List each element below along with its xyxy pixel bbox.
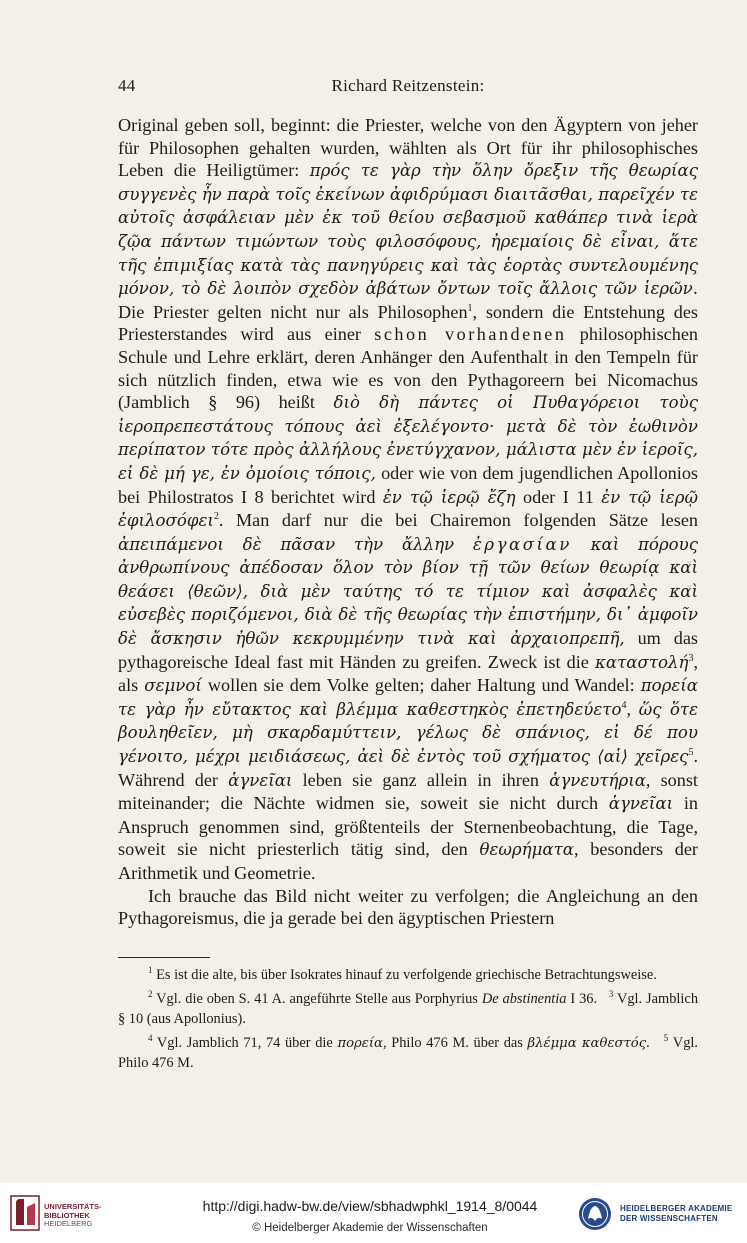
footnote-text: I 36. — [566, 991, 598, 1008]
text-segment: , als — [118, 651, 698, 696]
footer-bar — [0, 1183, 747, 1243]
footnote-text: Vgl. Jamblich 71, 74 über die — [156, 1035, 338, 1052]
footnote-text: Vgl. Philo 476 M. — [118, 1035, 698, 1071]
footnote-greek: πορεία — [337, 1036, 383, 1052]
text-segment: oder I 11 — [515, 486, 602, 507]
academy-seal-icon[interactable] — [578, 1197, 612, 1231]
page-number: 44 — [118, 76, 136, 95]
footnote-title: De abstinentia — [481, 991, 567, 1008]
paragraph-1 — [118, 114, 698, 885]
permalink-url[interactable]: http://digi.hadw-bw.de/view/sbhadwphkl_1914_8/0044 — [202, 1198, 538, 1214]
page-header — [118, 76, 698, 100]
running-title: Richard Reitzenstein: — [331, 76, 485, 95]
footnote-ref[interactable]: 3 — [688, 652, 694, 664]
text-segment: Original geben soll, beginnt: die Priester, welche von den Ägyptern von jeher für Philosophen gehalten wurden, wählten als Ort für ihr philosophisches Leben die Heiligtümer: — [118, 115, 698, 181]
academy-name — [620, 1204, 732, 1224]
text-segment: philosophischen Schule und Lehre erklärt, deren Anhänger den Aufenthalt in den Tempeln für sich nützlich finden, etwa wie es von den Pythagoreern bei Nicomachus (Jamblich § 96) heißt — [118, 324, 698, 413]
text-segment: wollen sie dem Volke gelten; daher Haltung und Wandel: — [201, 675, 641, 696]
greek-word: ἁγνεῖαι — [608, 794, 674, 814]
hak-line-1: HEIDELBERGER AKADEMIE — [620, 1204, 733, 1213]
footnote-ref[interactable]: 2 — [213, 511, 219, 523]
footnote-mark: 3 — [608, 989, 614, 1000]
main-text — [118, 114, 698, 930]
greek-quote: ἐν τῷ ἱερῷ ἐφιλοσόφει — [118, 487, 698, 531]
footnote-text: Es ist die alte, bis über Isokrates hinauf zu verfolgende griechische Betrachtungsweise. — [156, 966, 657, 983]
footnote-ref[interactable]: 1 — [467, 302, 473, 314]
footnote-ref[interactable]: 4 — [621, 699, 627, 711]
greek-quote: πορεία τε γὰρ ἦν εὔτακτος καὶ βλέμμα καθεστηκὸς ἐπετηδεύετο — [118, 676, 698, 719]
footnote-rule — [118, 957, 210, 958]
ub-line-1: UNIVERSITÄTS- — [44, 1202, 102, 1211]
footnote-greek: βλέμμα καθεστός — [527, 1036, 647, 1052]
footnote-mark: 4 — [148, 1033, 153, 1044]
text-segment: Die Priester gelten nicht nur als Philosophen — [118, 301, 468, 322]
footnote-2-3 — [118, 985, 698, 1029]
university-library-logo-icon[interactable] — [10, 1193, 40, 1233]
ub-line-2: BIBLIOTHEK — [44, 1210, 90, 1220]
footnote-text: Vgl. die oben S. 41 A. angeführte Stelle aus Porphyrius — [156, 991, 482, 1008]
greek-quote: καὶ πόρους ἀνθρωπίνους ἀπέδοσαν ὅλον τὸν βίον τῇ τῶν θείων θεωρίᾳ καὶ θεάσει ⟨θεῶν⟩, διὰ μὲν ταύτης τό τε τίμιον καὶ ἀσφαλὲς καὶ εὐσεβὲς ποριζόμενοι, διὰ δὲ τῆς θεωρίας τὴν ἐπιστήμην, δι᾿ ἀμφοῖν δὲ ἄσκησιν ἠθῶν κεκρυμμένην τινὰ καὶ ἀρχαιοπρεπῆ, — [118, 534, 698, 649]
greek-quote: ἀπειπάμενοι δὲ πᾶσαν τὴν ἄλλην — [118, 534, 473, 554]
footnote-ref[interactable]: 5 — [688, 746, 694, 758]
text-segment: leben sie ganz allein in ihren — [292, 769, 550, 790]
text-segment: um das pythagoreische Ideal fast mit Händen zu greifen. Zweck ist die — [118, 628, 698, 672]
footnote-text: . — [646, 1035, 650, 1052]
footnote-text: , Philo 476 M. über das — [382, 1035, 528, 1052]
copyright-notice: © Heidelberger Akademie der Wissenschaften — [252, 1222, 488, 1234]
footnotes — [118, 961, 698, 1073]
text-segment: , sonst miteinander; die Nächte widmen sie, soweit sie nicht durch — [118, 769, 698, 814]
text-segment: oder wie von dem jugendlichen Apollonios bei Philostratos I 8 berichtet wird — [118, 462, 698, 507]
hak-line-2: DER WISSENSCHAFTEN — [620, 1214, 718, 1223]
footnote-text: Vgl. Jamblich § 10 (aus Apollonius). — [118, 991, 699, 1027]
footnote-4-5 — [118, 1029, 698, 1073]
greek-word: ἁγνεῖαι — [228, 770, 293, 790]
greek-spaced: ἐργασίαν — [472, 534, 572, 554]
text-segment: in Anspruch genommen sind, größtenteils der Sternenbeobachtung, die Tage, soweit sie nicht priesterlich tätig sind, den — [118, 793, 698, 860]
text-segment: . Man darf nur die bei Chairemon folgenden Sätze lesen — [218, 510, 698, 531]
text-segment: , besonders der Arithmetik und Geometrie. — [118, 839, 698, 883]
greek-quote: πρός τε γὰρ τὴν ὅλην ὄρεξιν τῆς θεωρίας συγγενὲς ἦν παρὰ τοῖς ἐκείνων ἀφιδρύμασι διαιτᾶσθαι, παρεῖχέν τε αὐτοῖς ἀσφάλειαν μὲν ἐκ τοῦ θείου σεβασμοῦ καθάπερ τινὰ ἱερὰ ζῷα πάντων τιμώντων τοὺς φιλοσόφους, ἠρεμαίοις δὲ εἶναι, ἅτε τῆς ἐπιμιξίας κατὰ τὰς πανηγύρεις καὶ τὰς ἑορτὰς συντελουμένης μόνον, τὸ δὲ λοιπὸν σχεδὸν ἀβάτων ὄντων τοῖς ἄλλοις τῶν ἱερῶν. — [118, 161, 698, 299]
greek-word: σεμνοί — [144, 676, 202, 696]
greek-word: θεωρήματα — [479, 840, 574, 860]
footnote-mark: 1 — [148, 965, 153, 975]
text-segment: , — [626, 698, 639, 719]
greek-word: καταστολή — [595, 652, 689, 672]
ub-line-3: HEIDELBERG — [44, 1219, 93, 1228]
text-segment: . Während der — [118, 746, 698, 790]
footnote-mark: 2 — [148, 989, 153, 1000]
emphasis-spaced: schon vorhandenen — [374, 324, 567, 345]
footnote-1 — [118, 961, 698, 985]
footnote-mark: 5 — [663, 1033, 669, 1044]
greek-quote: ἐν τῷ ἱερῷ ἔζη — [382, 487, 516, 507]
greek-quote: ὥς ὅτε βουληθεῖεν, μὴ σκαρδαμύττειν, γέλως δὲ σπάνιος, εἰ δέ που γένοιτο, μέχρι μειδιάσεως, ἀεὶ δὲ ἐντὸς τοῦ σχήματος ⟨αἱ⟩ χεῖρες — [118, 699, 698, 767]
paragraph-2: Ich brauche das Bild nicht weiter zu verfolgen; die Angleichung an den Pythagoreismus, die ja gerade bei den ägyptischen Priestern — [118, 885, 698, 929]
text-segment: , sondern die Entstehung des Priesterstandes wird aus einer — [118, 301, 698, 345]
greek-word: ἁγνευτήρια — [549, 770, 646, 790]
greek-quote: διὸ δὴ πάντες οἱ Πυθαγόρειοι τοὺς ἱεροπρεπεστάτους τόπους ἀεὶ ἐξελέγοντο· μετὰ δὲ τὸν ἑωθινὸν περίπατον τότε πρὸς ἀλλήλους ἐνετύγχανον, μάλιστα μὲν ἐν ἱεροῖς, εἰ δὲ μή γε, ἐν ὁμοίοις τόποις, — [118, 393, 698, 483]
university-library-name — [44, 1203, 102, 1229]
